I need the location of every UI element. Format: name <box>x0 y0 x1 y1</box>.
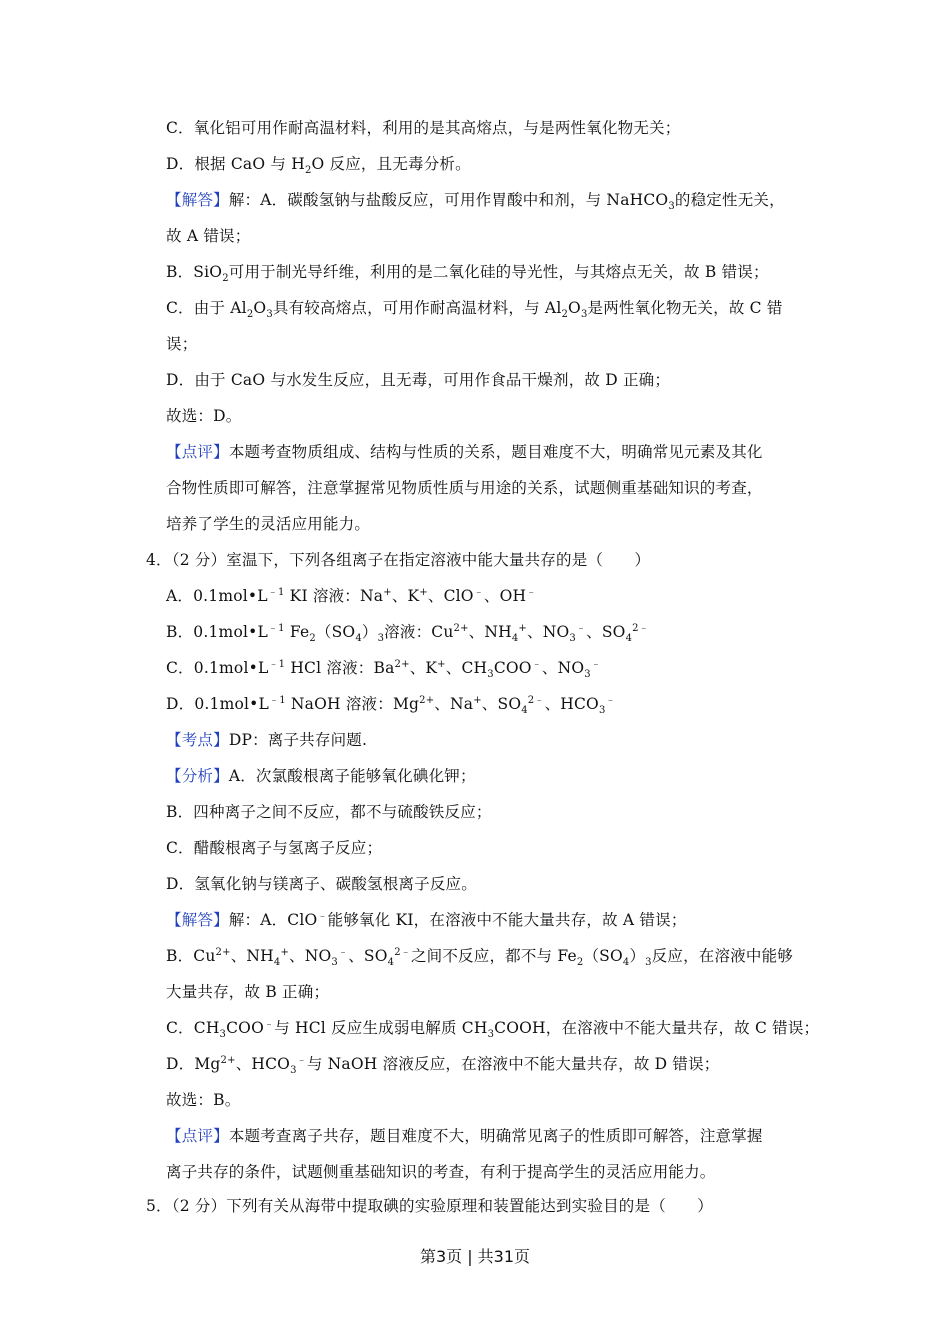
knowledge-tag: 【考点】 <box>166 731 229 749</box>
q4-choice: 故选：B。 <box>166 1091 241 1109</box>
answer-tag: 【解答】 <box>166 191 229 209</box>
q4-option-c: C．$0.1mol•L^{﹣1}$ HCl 溶液：$Ba^{2+}$、K+、$CH_3COO^﹣$、$NO_3^﹣$ <box>166 658 602 681</box>
question-5-stem: 5．（2 分）下列有关从海带中提取碘的实验原理和装置能达到实验目的是（ ） <box>146 1197 714 1215</box>
q4-comment: 【点评】本题考查离子共存，题目难度不大，明确常见离子的性质即可解答，注意掌握 <box>166 1127 763 1145</box>
prev-answer-c: C．由于 $Al_2O_3$具有较高熔点，可用作耐高温材料，与 $Al_2O_3$是两性氧化物无关，故 C 错 <box>166 299 783 321</box>
prev-comment: 【点评】本题考查物质组成、结构与性质的关系，题目难度不大，明确常见元素及其化 <box>166 443 763 461</box>
comment-tag: 【点评】 <box>166 1127 229 1145</box>
prev-comment-3: 培养了学生的灵活应用能力。 <box>166 515 371 533</box>
q4-knowledge-point: 【考点】DP：离子共存问题. <box>166 731 368 749</box>
prev-answer-a: 【解答】解：A．碳酸氢钠与盐酸反应，可用作胃酸中和剂，与 NaHCO$_3$的稳定性无关， <box>166 191 785 213</box>
q4-analysis-c: C．醋酸根离子与氢离子反应； <box>166 839 383 857</box>
analysis-tag: 【分析】 <box>166 767 229 785</box>
q4-answer-d: D．$Mg^{2+}$、$HCO_3^﹣$与 NaOH 溶液反应，在溶液中不能大量共存，故 D 错误； <box>166 1054 720 1077</box>
prev-comment-2: 合物性质即可解答，注意掌握常见物质性质与用途的关系，试题侧重基础知识的考查， <box>166 479 763 497</box>
prev-answer-b: B．SiO$_2$可用于制光导纤维，利用的是二氧化硅的导光性，与其熔点无关，故 B 错误； <box>166 263 769 285</box>
prev-analysis-c: C．氧化铝可用作耐高温材料，利用的是其高熔点，与是两性氧化物无关； <box>166 119 681 137</box>
q4-analysis-a: 【分析】A．次氯酸根离子能够氧化碘化钾； <box>166 767 476 785</box>
prev-answer-c-cont: 误； <box>166 335 198 353</box>
q4-comment-2: 离子共存的条件，试题侧重基础知识的考查，有利于提高学生的灵活应用能力。 <box>166 1163 716 1181</box>
q4-answer-b-cont: 大量共存，故 B 正确； <box>166 983 330 1001</box>
q4-option-d: D．$0.1mol•L^{﹣1}$ NaOH 溶液：$Mg^{2+}$、Na+、$SO_4^{2﹣}$、$HCO_3^﹣$ <box>166 694 616 717</box>
q4-analysis-b: B．四种离子之间不反应，都不与硫酸铁反应； <box>166 803 492 821</box>
prev-analysis-d: D．根据 CaO 与 $H_2O$ 反应，且无毒分析。 <box>166 155 471 177</box>
q4-option-b: B．$0.1mol•L^{﹣1}$ $Fe_2(SO_4)_3$溶液：$Cu^{2+}$、$NH_4^+$、$NO_3^﹣$、$SO_4^{2﹣}$ <box>166 622 649 645</box>
page-footer: 第3页 | 共31页 <box>419 1247 531 1266</box>
q4-option-a: A．$0.1mol•L^{﹣1}$ KI 溶液：Na+、K+、ClO﹣、OH﹣ <box>166 586 537 605</box>
prev-answer-a-cont: 故 A 错误； <box>166 227 251 245</box>
q4-answer-c: C．$CH_3COO^﹣$与 HCl 反应生成弱电解质 $CH_3COOH$，在溶液中不能大量共存，故 C 错误； <box>166 1018 820 1041</box>
answer-tag: 【解答】 <box>166 911 229 929</box>
q4-answer-a: 【解答】解：A．ClO﹣能够氧化 KI，在溶液中不能大量共存，故 A 错误； <box>166 910 687 929</box>
q4-answer-b: B．$Cu^{2+}$、$NH_4^+$、$NO_3^﹣$、$SO_4^{2﹣}$之间不反应，都不与 $Fe_2(SO_4)_3$反应，在溶液中能够 <box>166 946 794 969</box>
q4-analysis-d: D．氢氧化钠与镁离子、碳酸氢根离子反应。 <box>166 875 477 893</box>
prev-choice: 故选：D。 <box>166 407 242 425</box>
question-4-stem: 4．（2 分）室温下，下列各组离子在指定溶液中能大量共存的是（ ） <box>146 551 651 569</box>
comment-tag: 【点评】 <box>166 443 229 461</box>
prev-answer-d: D．由于 CaO 与水发生反应，且无毒，可用作食品干燥剂，故 D 正确； <box>166 371 671 389</box>
